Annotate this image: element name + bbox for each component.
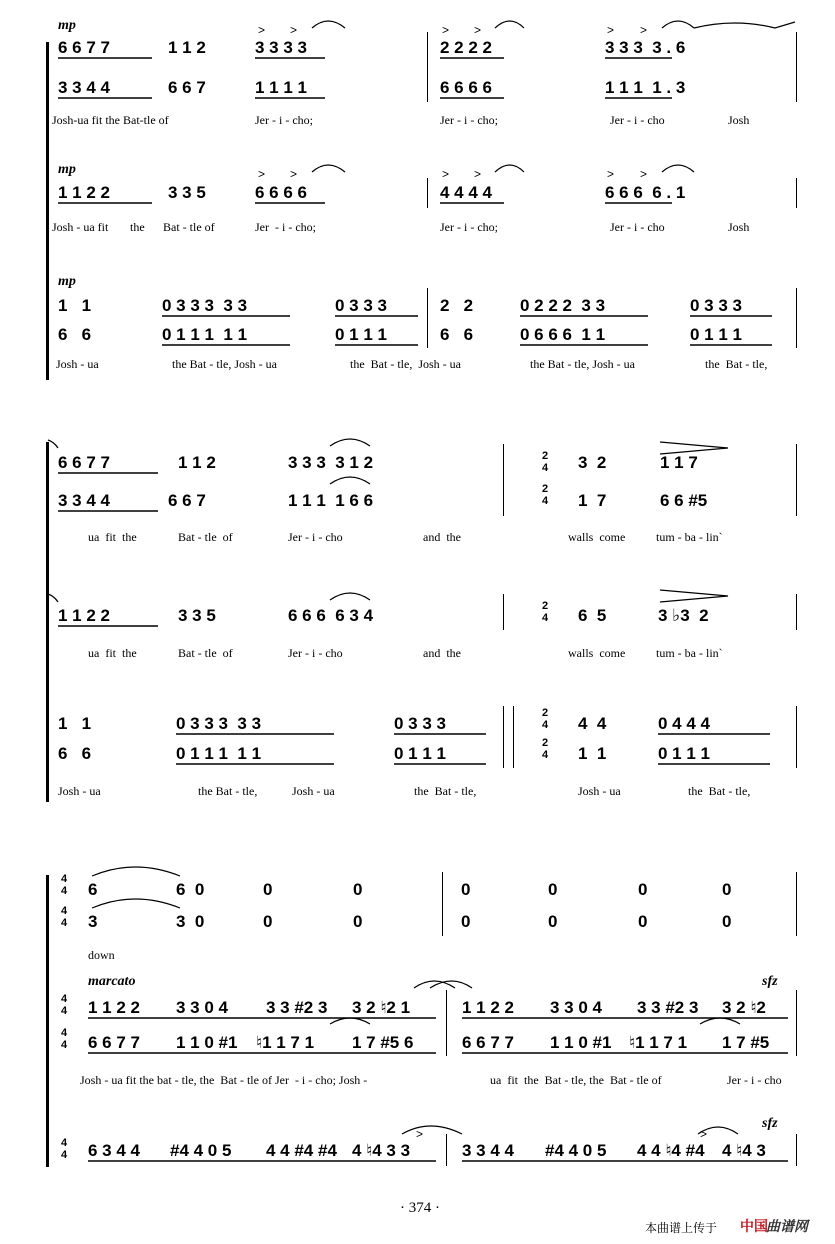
slur xyxy=(330,477,370,484)
bass1-notes: 1 1 xyxy=(58,296,92,315)
decrescendo xyxy=(660,590,728,602)
page-number: · 374 · xyxy=(400,1200,440,1216)
bass-notes: 1 7 #5 xyxy=(722,1033,770,1052)
slur xyxy=(330,439,370,446)
alto-notes: 6 6 7 xyxy=(168,491,206,510)
soprano-notes: 6 xyxy=(88,880,98,899)
lyrics: the Bat - tle, Josh - ua xyxy=(350,357,461,371)
slur xyxy=(495,165,524,172)
slur xyxy=(694,22,795,28)
lyrics: tum - ba - lin` xyxy=(656,530,723,544)
bass-low-notes: 4 4 #4 #4 xyxy=(266,1141,337,1160)
site-logo-suffix: 曲谱网 xyxy=(766,1218,808,1234)
alto-notes: 0 xyxy=(722,912,732,931)
lyrics: the Bat - tle, xyxy=(198,784,258,798)
slur xyxy=(402,1126,462,1134)
soprano-notes: 0 xyxy=(638,880,648,899)
slur xyxy=(92,899,180,908)
slur xyxy=(92,867,180,876)
time-signature-top: 4 xyxy=(60,873,68,885)
alto-notes: 0 xyxy=(638,912,648,931)
time-signature-bottom: 4 xyxy=(60,1005,68,1017)
tenor-notes: 3 ♭3 2 xyxy=(658,606,709,625)
slur xyxy=(495,21,524,28)
accent-mark: > xyxy=(474,23,482,37)
slur xyxy=(414,981,455,988)
bass1-notes: 2 2 xyxy=(440,296,474,315)
lyrics: and the xyxy=(423,530,461,544)
accent-mark: > xyxy=(607,167,615,181)
bass-low-notes: #4 4 0 5 xyxy=(545,1141,607,1160)
tenor-notes: 3 3 5 xyxy=(178,606,216,625)
time-signature-bottom: 4 xyxy=(541,462,549,474)
bass2-notes: 0 1 1 1 xyxy=(658,744,710,763)
bass-low-notes: 6 3 4 4 xyxy=(88,1141,140,1160)
time-signature-top: 2 xyxy=(541,707,549,719)
tenor-notes: 3 3 0 4 xyxy=(550,998,602,1017)
alto-notes: 6 6 6 6 xyxy=(440,78,492,97)
lyrics: ua fit the xyxy=(88,646,137,660)
accent-mark: > xyxy=(607,23,615,37)
lyrics: Josh xyxy=(728,113,750,127)
lyrics: Josh - ua fit the bat - tle, the Bat - tle of Jer - i - cho; Josh - xyxy=(80,1073,368,1087)
soprano-notes: 1 1 7 xyxy=(660,453,698,472)
alto-notes: 1 7 xyxy=(578,491,607,510)
lyrics: the Bat - tle, xyxy=(705,357,768,371)
slur xyxy=(330,593,370,600)
time-signature-bottom: 4 xyxy=(60,917,68,929)
bass-notes: ♮1 1 7 1 xyxy=(256,1033,315,1052)
alto-notes: 0 xyxy=(353,912,363,931)
soprano-notes: 0 xyxy=(722,880,732,899)
lyrics: Jer - i - cho xyxy=(288,530,343,544)
soprano-notes: 1 1 2 xyxy=(178,453,216,472)
soprano-notes: 6 6 7 7 xyxy=(58,453,110,472)
lyrics: Josh - ua fit xyxy=(52,220,109,234)
bass1-notes: 4 4 xyxy=(578,714,607,733)
alto-notes: 6 6 #5 xyxy=(660,491,708,510)
bass-notes: 6 6 7 7 xyxy=(462,1033,514,1052)
time-signature-bottom: 4 xyxy=(541,612,549,624)
tenor-notes: 1 1 2 2 xyxy=(88,998,140,1017)
time-signature-top: 4 xyxy=(60,993,68,1005)
bass2-notes: 0 1 1 1 1 1 xyxy=(176,744,262,763)
slur xyxy=(48,440,58,448)
lyrics: Josh xyxy=(728,220,750,234)
bass2-notes: 0 6 6 6 1 1 xyxy=(520,325,606,344)
lyrics: the Bat - tle, Josh - ua xyxy=(530,357,635,371)
tenor-notes: 1 1 2 2 xyxy=(462,998,514,1017)
upload-note: 本曲谱上传于 xyxy=(645,1221,718,1235)
lyrics: Josh - ua xyxy=(292,784,335,798)
lyrics: Bat - tle of xyxy=(178,530,233,544)
alto-notes: 3 3 4 4 xyxy=(58,491,110,510)
soprano-notes: 3 3 3 3 . 6 xyxy=(605,38,686,57)
tenor-notes: 3 3 #2 3 xyxy=(637,998,699,1017)
bass-low-notes: 4 ♮4 3 xyxy=(722,1141,766,1160)
lyrics: walls come xyxy=(568,530,626,544)
alto-notes: 3 3 4 4 xyxy=(58,78,110,97)
time-signature-bottom: 4 xyxy=(60,885,68,897)
alto-notes: 0 xyxy=(548,912,558,931)
soprano-notes: 3 3 3 3 1 2 xyxy=(288,453,374,472)
soprano-notes: 0 xyxy=(263,880,273,899)
bass2-notes: 0 1 1 1 xyxy=(690,325,742,344)
lyrics: Josh - ua xyxy=(56,357,99,371)
lyrics: Jer - i - cho; xyxy=(255,220,316,234)
slur xyxy=(662,21,694,28)
alto-notes: 0 xyxy=(263,912,273,931)
dynamic-mark: mp xyxy=(58,274,76,289)
tenor-notes: 3 2 ♮2 xyxy=(722,998,766,1017)
time-signature-top: 2 xyxy=(541,450,549,462)
bass1-notes: 0 3 3 3 xyxy=(335,296,387,315)
bass-notes: 1 1 0 #1 xyxy=(550,1033,612,1052)
decrescendo xyxy=(660,442,728,454)
lyrics: Bat - tle of xyxy=(178,646,233,660)
tenor-notes: 3 3 5 xyxy=(168,183,206,202)
soprano-notes: 6 0 xyxy=(176,880,205,899)
tenor-notes: 3 3 0 4 xyxy=(176,998,228,1017)
lyrics: Bat - tle of xyxy=(163,220,215,234)
lyrics: Jer - i - cho; xyxy=(440,113,498,127)
bass-notes: 6 6 7 7 xyxy=(88,1033,140,1052)
bass2-notes: 1 1 xyxy=(578,744,607,763)
time-signature-bottom: 4 xyxy=(60,1149,68,1161)
bass-low-notes: #4 4 0 5 xyxy=(170,1141,232,1160)
accent-mark: > xyxy=(290,23,298,37)
soprano-notes: 0 xyxy=(548,880,558,899)
bass1-notes: 0 2 2 2 3 3 xyxy=(520,296,606,315)
accent-mark: > xyxy=(640,23,648,37)
slur xyxy=(700,1018,740,1024)
time-signature-top: 4 xyxy=(60,905,68,917)
bass1-notes: 0 3 3 3 xyxy=(394,714,446,733)
accent-mark: > xyxy=(640,167,648,181)
accent-mark: > xyxy=(258,167,266,181)
lyrics: Jer - i - cho xyxy=(610,113,665,127)
slur xyxy=(662,165,694,172)
alto-notes: 3 0 xyxy=(176,912,205,931)
tenor-notes: 6 6 6 6 xyxy=(255,183,307,202)
accent-mark: > xyxy=(416,1127,424,1141)
lyrics: ua fit the Bat - tle, the Bat - tle of xyxy=(490,1073,662,1087)
soprano-notes: 1 1 2 xyxy=(168,38,206,57)
tenor-notes: 6 5 xyxy=(578,606,607,625)
time-signature-bottom: 4 xyxy=(60,1039,68,1051)
tenor-notes: 4 4 4 4 xyxy=(440,183,492,202)
bass-notes: 1 1 0 #1 xyxy=(176,1033,238,1052)
lyrics: Jer - i - cho xyxy=(727,1073,782,1087)
tenor-notes: 6 6 6 6 3 4 xyxy=(288,606,374,625)
bass2-notes: 6 6 xyxy=(58,744,92,763)
lyrics: Jer - i - cho; xyxy=(255,113,313,127)
accent-mark: > xyxy=(290,167,298,181)
soprano-notes: 0 xyxy=(461,880,471,899)
soprano-notes: 6 6 7 7 xyxy=(58,38,110,57)
soprano-notes: 2 2 2 2 xyxy=(440,38,492,57)
alto-notes: 1 1 1 1 6 6 xyxy=(288,491,374,510)
bass2-notes: 6 6 xyxy=(440,325,474,344)
lyrics: ua fit the xyxy=(88,530,137,544)
time-signature-top: 2 xyxy=(541,737,549,749)
lyrics: and the xyxy=(423,646,461,660)
accent-mark: > xyxy=(442,167,450,181)
alto-notes: 1 1 1 1 xyxy=(255,78,307,97)
bass-notes: 1 7 #5 6 xyxy=(352,1033,414,1052)
bass2-notes: 0 1 1 1 1 1 xyxy=(162,325,248,344)
slur xyxy=(430,981,472,988)
alto-notes: 3 xyxy=(88,912,98,931)
bass-low-notes: 4 4 ♮4 #4 xyxy=(637,1141,705,1160)
tenor-notes: 3 3 #2 3 xyxy=(266,998,328,1017)
lyrics: the Bat - tle, xyxy=(688,784,751,798)
lyrics: the xyxy=(130,220,145,234)
time-signature-bottom: 4 xyxy=(541,719,549,731)
bass1-notes: 0 3 3 3 3 3 xyxy=(162,296,248,315)
slur xyxy=(312,21,345,28)
bass2-notes: 0 1 1 1 xyxy=(394,744,446,763)
bass1-notes: 1 1 xyxy=(58,714,92,733)
lyrics: Josh - ua xyxy=(58,784,101,798)
lyrics: tum - ba - lin` xyxy=(656,646,723,660)
bass1-notes: 0 3 3 3 3 3 xyxy=(176,714,262,733)
lyrics: the Bat - tle, xyxy=(414,784,477,798)
time-signature-top: 2 xyxy=(541,483,549,495)
slur xyxy=(48,594,58,602)
alto-notes: 0 xyxy=(461,912,471,931)
accent-mark: > xyxy=(700,1127,708,1141)
bass2-notes: 0 1 1 1 xyxy=(335,325,387,344)
bass-low-notes: 3 3 4 4 xyxy=(462,1141,514,1160)
accent-mark: > xyxy=(442,23,450,37)
time-signature-top: 4 xyxy=(60,1137,68,1149)
bass-low-notes: 4 ♮4 3 3 xyxy=(352,1141,411,1160)
lyrics: the Bat - tle, Josh - ua xyxy=(172,357,277,371)
time-signature-top: 4 xyxy=(60,1027,68,1039)
accent-mark: > xyxy=(474,167,482,181)
bass1-notes: 0 3 3 3 xyxy=(690,296,742,315)
site-logo: 中国 xyxy=(740,1218,768,1234)
alto-notes: 6 6 7 xyxy=(168,78,206,97)
accent-mark: > xyxy=(258,23,266,37)
dynamic-mark-sfz: sfz xyxy=(762,974,778,989)
alto-notes: 1 1 1 1 . 3 xyxy=(605,78,686,97)
slur xyxy=(330,1018,370,1024)
dynamic-mark-marcato: marcato xyxy=(88,974,136,989)
dynamic-mark-sfz: sfz xyxy=(762,1116,778,1131)
lyrics: Josh - ua xyxy=(578,784,621,798)
bass2-notes: 6 6 xyxy=(58,325,92,344)
dynamic-mark: mp xyxy=(58,18,76,33)
bass-notes: ♮1 1 7 1 xyxy=(629,1033,688,1052)
lyrics: walls come xyxy=(568,646,626,660)
lyrics: Jer - i - cho xyxy=(288,646,343,660)
time-signature-bottom: 4 xyxy=(541,749,549,761)
tenor-notes: 1 1 2 2 xyxy=(58,606,110,625)
soprano-notes: 3 3 3 3 xyxy=(255,38,307,57)
lyrics: down xyxy=(88,948,115,962)
lyrics: Josh-ua fit the Bat-tle of xyxy=(52,113,169,127)
slur xyxy=(312,165,345,172)
soprano-notes: 0 xyxy=(353,880,363,899)
lyrics: Jer - i - cho; xyxy=(440,220,498,234)
time-signature-top: 2 xyxy=(541,600,549,612)
dynamic-mark: mp xyxy=(58,162,76,177)
lyrics: Jer - i - cho xyxy=(610,220,665,234)
tenor-notes: 1 1 2 2 xyxy=(58,183,110,202)
time-signature-bottom: 4 xyxy=(541,495,549,507)
tenor-notes: 6 6 6 6 . 1 xyxy=(605,183,686,202)
tenor-notes: 3 2 ♮2 1 xyxy=(352,998,411,1017)
bass1-notes: 0 4 4 4 xyxy=(658,714,710,733)
soprano-notes: 3 2 xyxy=(578,453,607,472)
